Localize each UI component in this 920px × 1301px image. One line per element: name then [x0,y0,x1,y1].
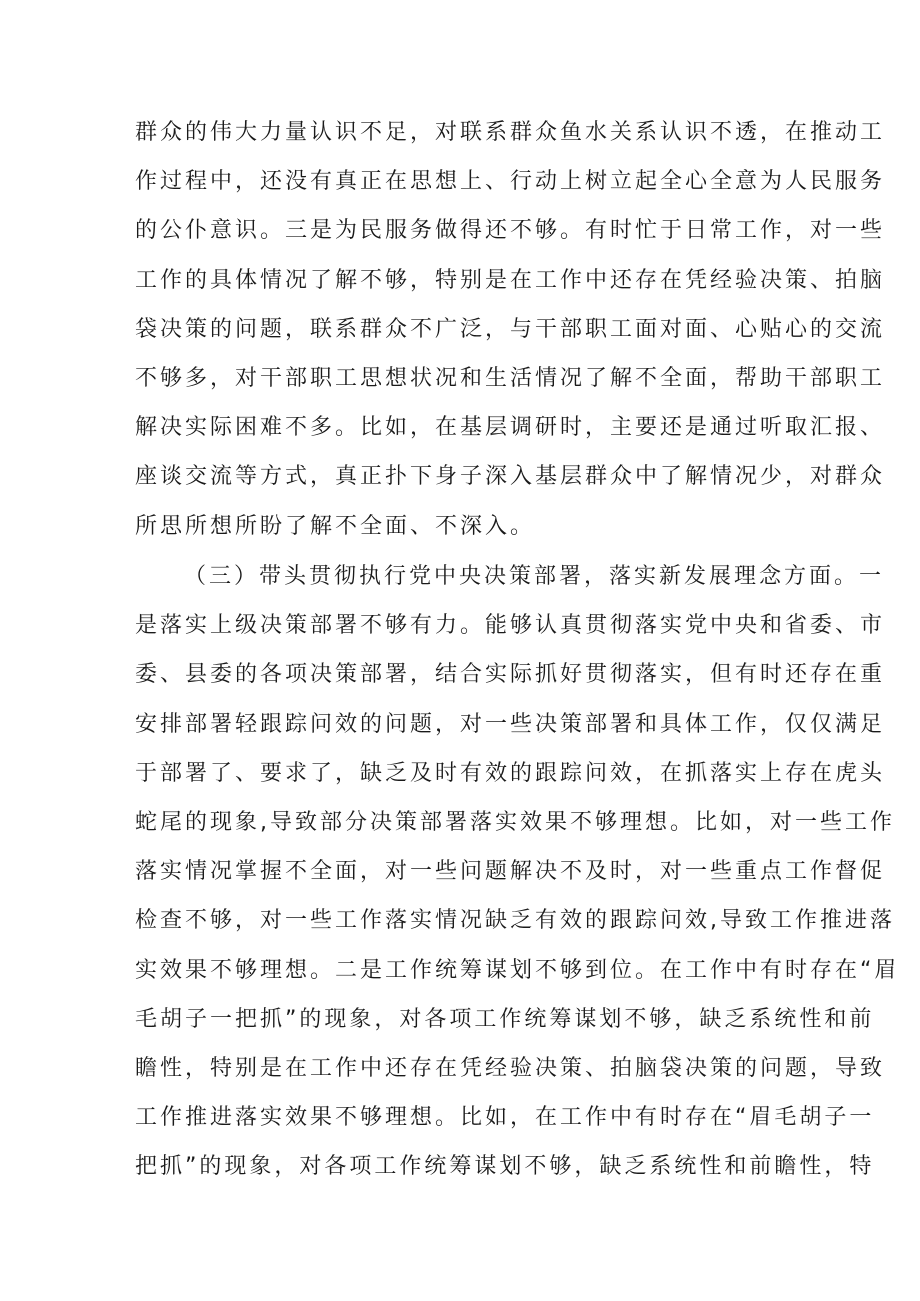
paragraph-line: 作过程中，还没有真正在思想上、行动上树立起全心全意为人民服务 [135,169,886,195]
paragraph-2 [135,552,900,1191]
paragraph-line: 解决实际困难不多。比如，在基层调研时，主要还是通过听取汇报、 [135,415,886,441]
paragraph-1 [135,108,886,551]
paragraph-line: 所思所想所盼了解不全面、不深入。 [135,513,536,539]
paragraph-line: 检查不够，对一些工作落实情况缺乏有效的跟踪问效,导致工作推进落 [135,908,895,934]
paragraph-line: 的公仆意识。三是为民服务做得还不够。有时忙于日常工作，对一些 [135,218,886,244]
paragraph-line: 群众的伟大力量认识不足，对联系群众鱼水关系认识不透，在推动工 [135,120,886,145]
paragraph-line: 工作推进落实效果不够理想。比如，在工作中有时存在“眉毛胡子一 [135,1105,875,1131]
paragraph-line: 蛇尾的现象,导致部分决策部署落实效果不够理想。比如，对一些工作 [135,809,895,835]
paragraph-line: 把抓”的现象，对各项工作统筹谋划不够，缺乏系统性和前瞻性，特 [135,1154,875,1180]
paragraph-line: 安排部署轻跟踪问效的问题，对一些决策部署和具体工作，仅仅满足 [135,711,886,737]
paragraph-line: 于部署了、要求了，缺乏及时有效的跟踪问效，在抓落实上存在虎头 [135,760,886,786]
paragraph-line: 委、县委的各项决策部署，结合实际抓好贯彻落实，但有时还存在重 [135,662,886,688]
paragraph-line: 工作的具体情况了解不够，特别是在工作中还存在凭经验决策、拍脑 [135,267,886,293]
paragraph-line: 毛胡子一把抓”的现象，对各项工作统筹谋划不够，缺乏系统性和前 [135,1006,875,1032]
paragraph-line: 座谈交流等方式，真正扑下身子深入基层群众中了解情况少，对群众 [135,464,886,490]
paragraph-line: 是落实上级决策部署不够有力。能够认真贯彻落实党中央和省委、市 [135,613,886,639]
paragraph-line: 袋决策的问题，联系群众不广泛，与干部职工面对面、心贴心的交流 [135,316,886,342]
paragraph-line: 不够多，对干部职工思想状况和生活情况了解不全面，帮助干部职工 [135,365,886,391]
paragraph-line: 实效果不够理想。二是工作统筹谋划不够到位。在工作中有时存在“眉 [135,957,900,983]
paragraph-line: 落实情况掌握不全面，对一些问题解决不及时，对一些重点工作督促 [135,859,886,885]
paragraph-line: 瞻性，特别是在工作中还存在凭经验决策、拍脑袋决策的问题，导致 [135,1055,886,1081]
paragraph-line: （三）带头贯彻执行党中央决策部署，落实新发展理念方面。一 [184,564,885,589]
